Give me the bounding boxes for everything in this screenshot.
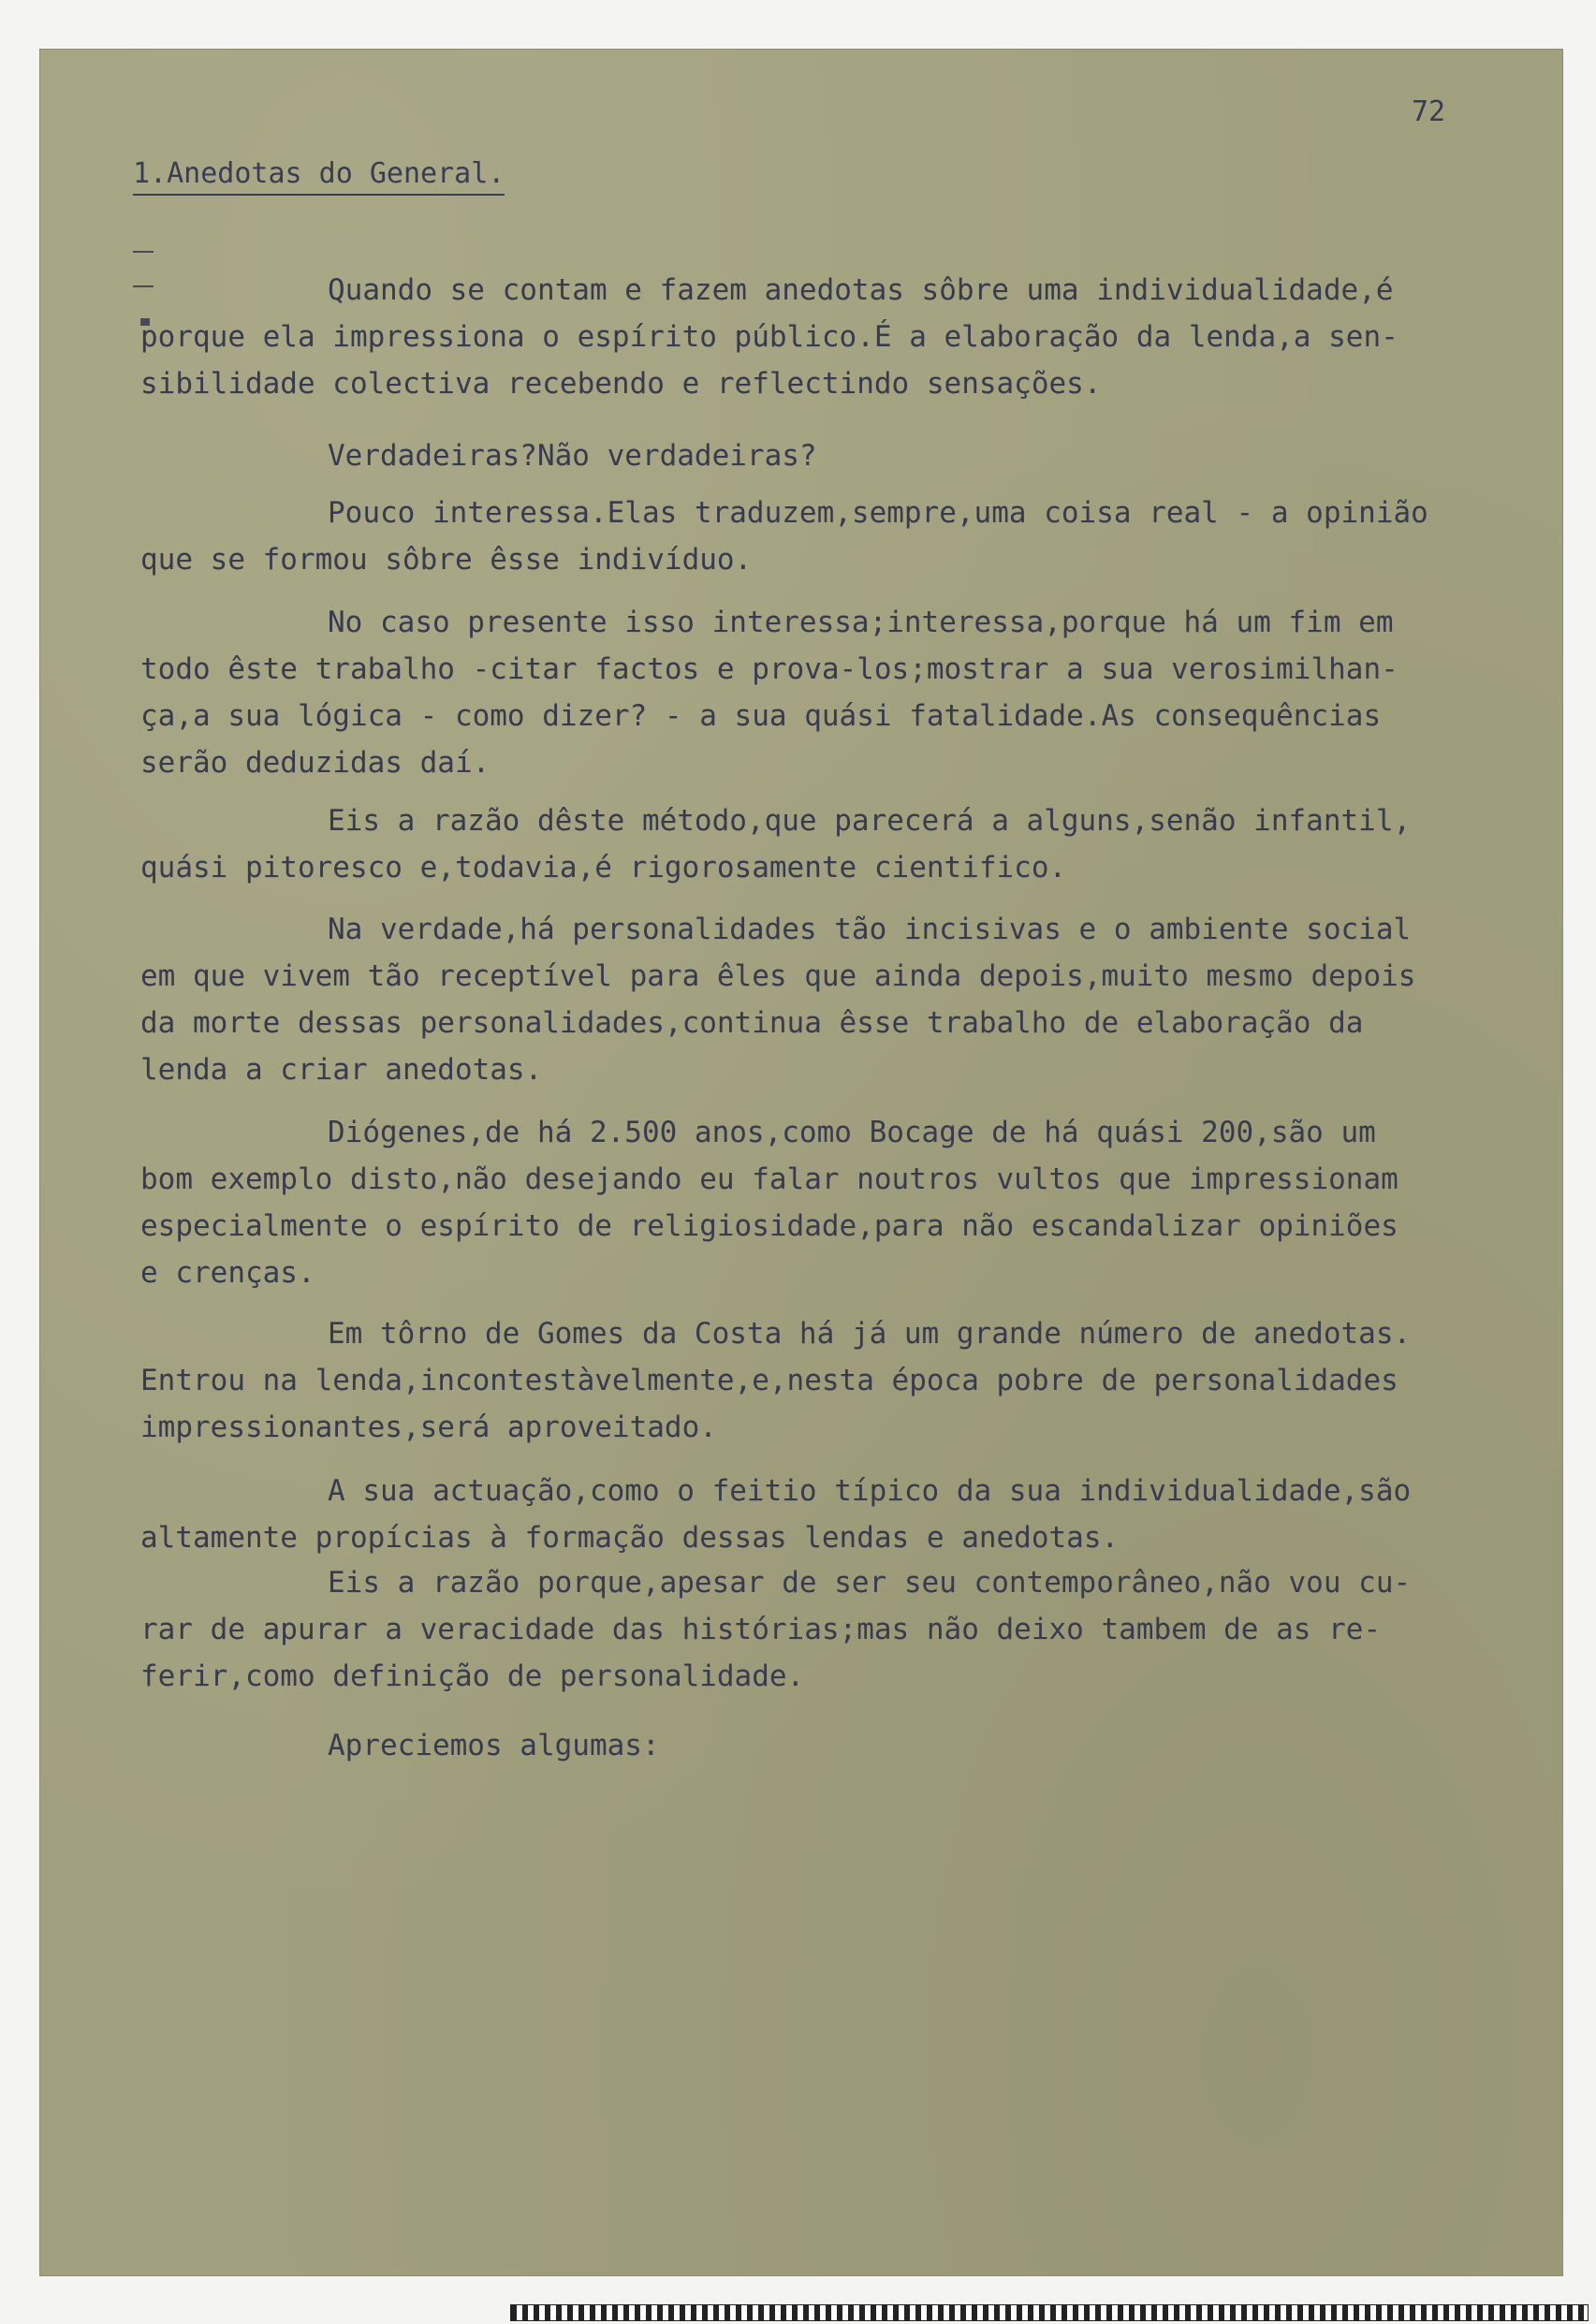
page-number: 72: [1412, 95, 1446, 128]
text-line: ça,a sua lógica - como dizer? - a sua quási fatalidade.As consequências: [140, 699, 1382, 733]
text-line: No caso presente isso interessa;interessa,porque há um fim em: [328, 606, 1394, 639]
text-line: Verdadeiras?Não verdadeiras?: [328, 439, 817, 473]
text-line: bom exemplo disto,não desejando eu falar noutros vultos que impressionam: [140, 1162, 1398, 1196]
paragraph-11: [140, 1722, 1545, 1769]
text-line: sibilidade colectiva recebendo e reflectindo sensações.: [140, 367, 1102, 401]
text-line: Na verdade,há personalidades tão incisivas e o ambiente social: [328, 913, 1412, 946]
text-line: porque ela impressiona o espírito público.É a elaboração da lenda,a sen-: [140, 320, 1398, 354]
paragraph-10: [140, 1559, 1545, 1700]
text-line: A sua actuação,como o feitio típico da sua individualidade,são: [328, 1474, 1412, 1508]
text-line: especialmente o espírito de religiosidade,para não escandalizar opiniões: [140, 1209, 1398, 1243]
text-line: que se formou sôbre êsse indivíduo.: [140, 543, 753, 577]
text-line: ferir,como definição de personalidade.: [140, 1659, 805, 1693]
text-line: Eis a razão dêste método,que parecerá a alguns,senão infantil,: [328, 804, 1412, 838]
scan-ruler: [510, 2304, 1589, 2321]
paragraph-9: [140, 1468, 1545, 1561]
text-line: em que vivem tão receptível para êles que ainda depois,muito mesmo depois: [140, 959, 1416, 993]
text-line: Apreciemos algumas:: [328, 1729, 660, 1762]
paragraph-7: [140, 1109, 1545, 1296]
text-line: Eis a razão porque,apesar de ser seu contemporâneo,não vou cu-: [328, 1566, 1412, 1600]
paragraph-1: [140, 267, 1545, 407]
text-line: Quando se contam e fazem anedotas sôbre uma individualidade,é: [328, 273, 1394, 307]
text-line: altamente propícias à formação dessas lendas e anedotas.: [140, 1521, 1120, 1555]
text-line: Pouco interessa.Elas traduzem,sempre,uma coisa real - a opinião: [328, 496, 1428, 530]
text-line: rar de apurar a veracidade das histórias;mas não deixo tambem de as re-: [140, 1613, 1382, 1646]
text-line: Entrou na lenda,incontestàvelmente,e,nesta época pobre de personalidades: [140, 1364, 1398, 1397]
paragraph-4: [140, 599, 1545, 786]
margin-mark: [133, 251, 154, 253]
text-line: serão deduzidas daí.: [140, 746, 491, 780]
section-heading: 1.Anedotas do General.: [133, 157, 505, 196]
paragraph-5: [140, 797, 1545, 891]
paragraph-3: [140, 490, 1545, 583]
paragraph-6: [140, 906, 1545, 1093]
text-line: todo êste trabalho -citar factos e prova-los;mostrar a sua verosimilhan-: [140, 652, 1398, 686]
paragraph-2: [140, 432, 1545, 479]
text-line: Em tôrno de Gomes da Costa há já um grande número de anedotas.: [328, 1317, 1412, 1351]
text-line: e crenças.: [140, 1256, 315, 1290]
text-line: Diógenes,de há 2.500 anos,como Bocage de há quási 200,são um: [328, 1116, 1376, 1149]
text-line: lenda a criar anedotas.: [140, 1053, 543, 1087]
text-line: quási pitoresco e,todavia,é rigorosamente cientifico.: [140, 851, 1067, 884]
text-line: da morte dessas personalidades,continua êsse trabalho de elaboração da: [140, 1006, 1364, 1040]
paragraph-8: [140, 1310, 1545, 1451]
text-line: impressionantes,será aproveitado.: [140, 1410, 717, 1444]
